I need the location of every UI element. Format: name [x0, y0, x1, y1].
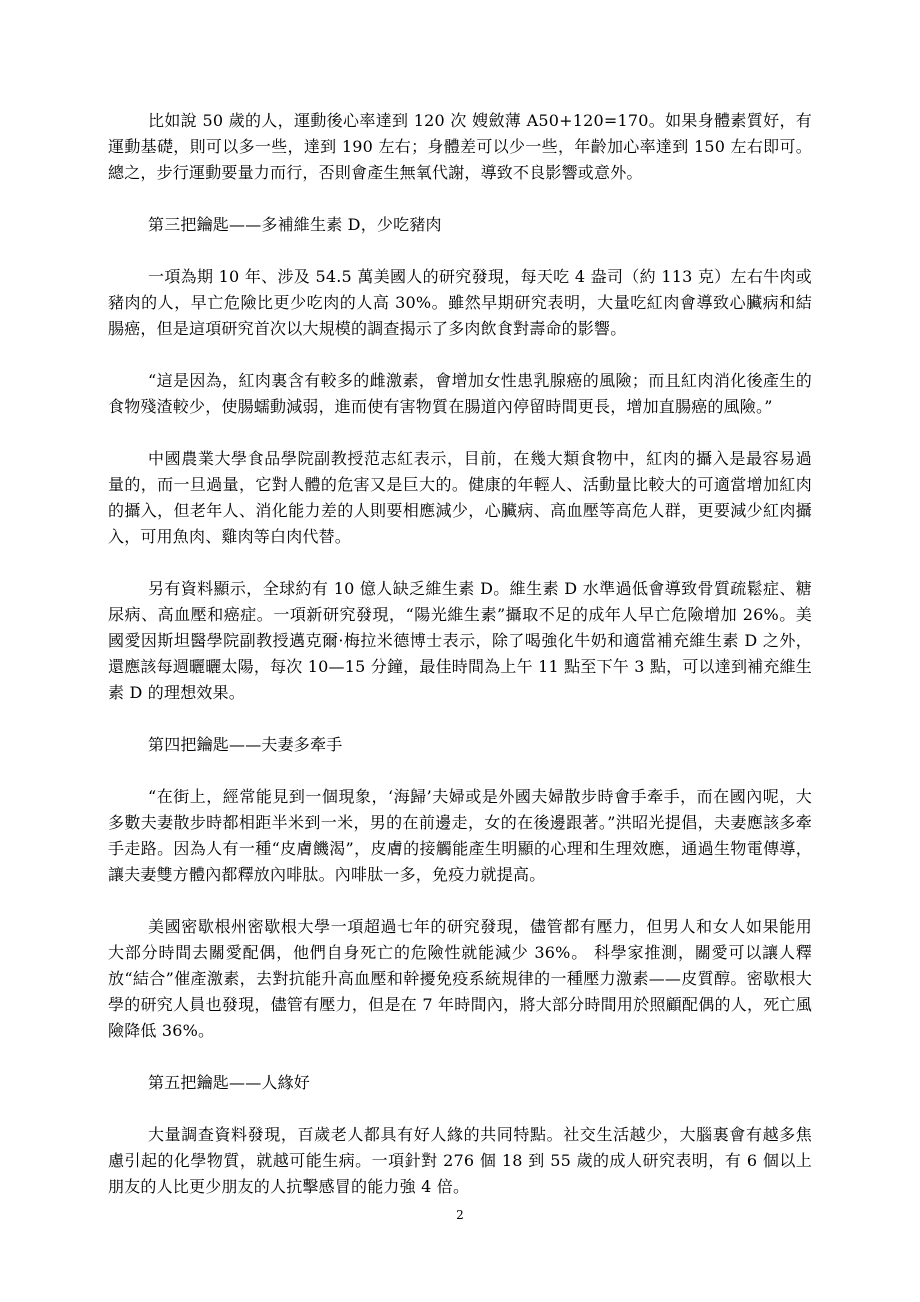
paragraph-michigan-study: 美國密歇根州密歇根大學一項超過七年的研究發現，儘管都有壓力，但男人和女人如果能用大部分時間去關愛配偶，他們自身死亡的危險性就能減少 36%。 科學家推測，關愛可以讓人釋放“結合”催產激素，去對抗能升高血壓和幹擾免疫系統規律的一種壓力激素——皮質醇。密歇根大學的研究人員也發現，儘管有壓力，但是在 7 年時間內，將大部分時間用於照顧配偶的人，死亡風險降低 36%。	[108, 917, 812, 1040]
section-heading-key-3: 第三把鑰匙——多補維生素 D，少吃豬肉	[148, 215, 442, 234]
page-number: 2	[456, 1208, 464, 1222]
paragraph-hand-holding: “在街上，經常能見到一個現象，‘海歸’夫婦或是外國夫婦散步時會手牽手，而在國內呢，大多數夫妻散步時都相距半米到一米，男的在前邊走，女的在後邊跟著。”洪昭光提倡，夫妻應該多牽手走路。因為人有一種“皮膚饑渴”，皮膚的接觸能產生明顯的心理和生理效應，通過生物電傳導，讓夫妻雙方體內都釋放內啡肽。內啡肽一多，免疫力就提高。	[108, 787, 812, 884]
paragraph-heart-rate: 比如說 50 歲的人，運動後心率達到 120 次 嫂斂薄 A50+120=170。如果身體素質好，有運動基礎，則可以多一些，達到 190 左右；身體差可以少一些，年齡加心率達到 150 左右即可。總之，步行運動要量力而行，否則會產生無氧代謝，導致不良影響或意外。	[108, 111, 812, 182]
paragraph-red-meat-quote: “這是因為，紅肉裏含有較多的雌激素，會增加女性患乳腺癌的風險；而且紅肉消化後產生的食物殘渣較少，使腸蠕動減弱，進而使有害物質在腸道內停留時間更長，增加直腸癌的風險。”	[108, 371, 812, 416]
section-heading-key-4: 第四把鑰匙——夫妻多牽手	[148, 735, 343, 754]
paragraph-vitamin-d: 另有資料顯示，全球約有 10 億人缺乏維生素 D。維生素 D 水準過低會導致骨質疏鬆症、糖尿病、高血壓和癌症。一項新研究發現，“陽光維生素”攝取不足的成年人早亡危險增加 26%。美國愛因斯坦醫學院副教授邁克爾·梅拉米德博士表示，除了喝強化牛奶和適當補充維生素 D 之外，還應該每週曬曬太陽，每次 10—15 分鐘，最佳時間為上午 11 點至下午 3 點，可以達到補充維生素 D 的理想效果。	[108, 579, 812, 702]
section-heading-key-5: 第五把鑰匙——人緣好	[148, 1073, 311, 1092]
paragraph-fan-zhihong: 中國農業大學食品學院副教授范志紅表示，目前，在幾大類食物中，紅肉的攝入是最容易過量的，而一旦過量，它對人體的危害又是巨大的。健康的年輕人、活動量比較大的可適當增加紅肉的攝入，但老年人、消化能力差的人則要相應減少，心臟病、高血壓等高危人群，更要減少紅肉攝入，可用魚肉、雞肉等白肉代替。	[108, 449, 812, 546]
paragraph-red-meat-study: 一項為期 10 年、涉及 54.5 萬美國人的研究發現，每天吃 4 盎司（約 113 克）左右牛肉或豬肉的人，早亡危險比更少吃肉的人高 30%。雖然早期研究表明，大量吃紅肉會導致心臟病和結腸癌，但是這項研究首次以大規模的調查揭示了多肉飲食對壽命的影響。	[108, 267, 812, 338]
paragraph-social-ties: 大量調查資料發現，百歲老人都具有好人緣的共同特點。社交生活越少，大腦裏會有越多焦慮引起的化學物質，就越可能生病。一項針對 276 個 18 到 55 歲的成人研究表明，有 6 個以上朋友的人比更少朋友的人抗擊感冒的能力強 4 倍。	[108, 1125, 812, 1196]
document-body	[108, 108, 812, 1200]
